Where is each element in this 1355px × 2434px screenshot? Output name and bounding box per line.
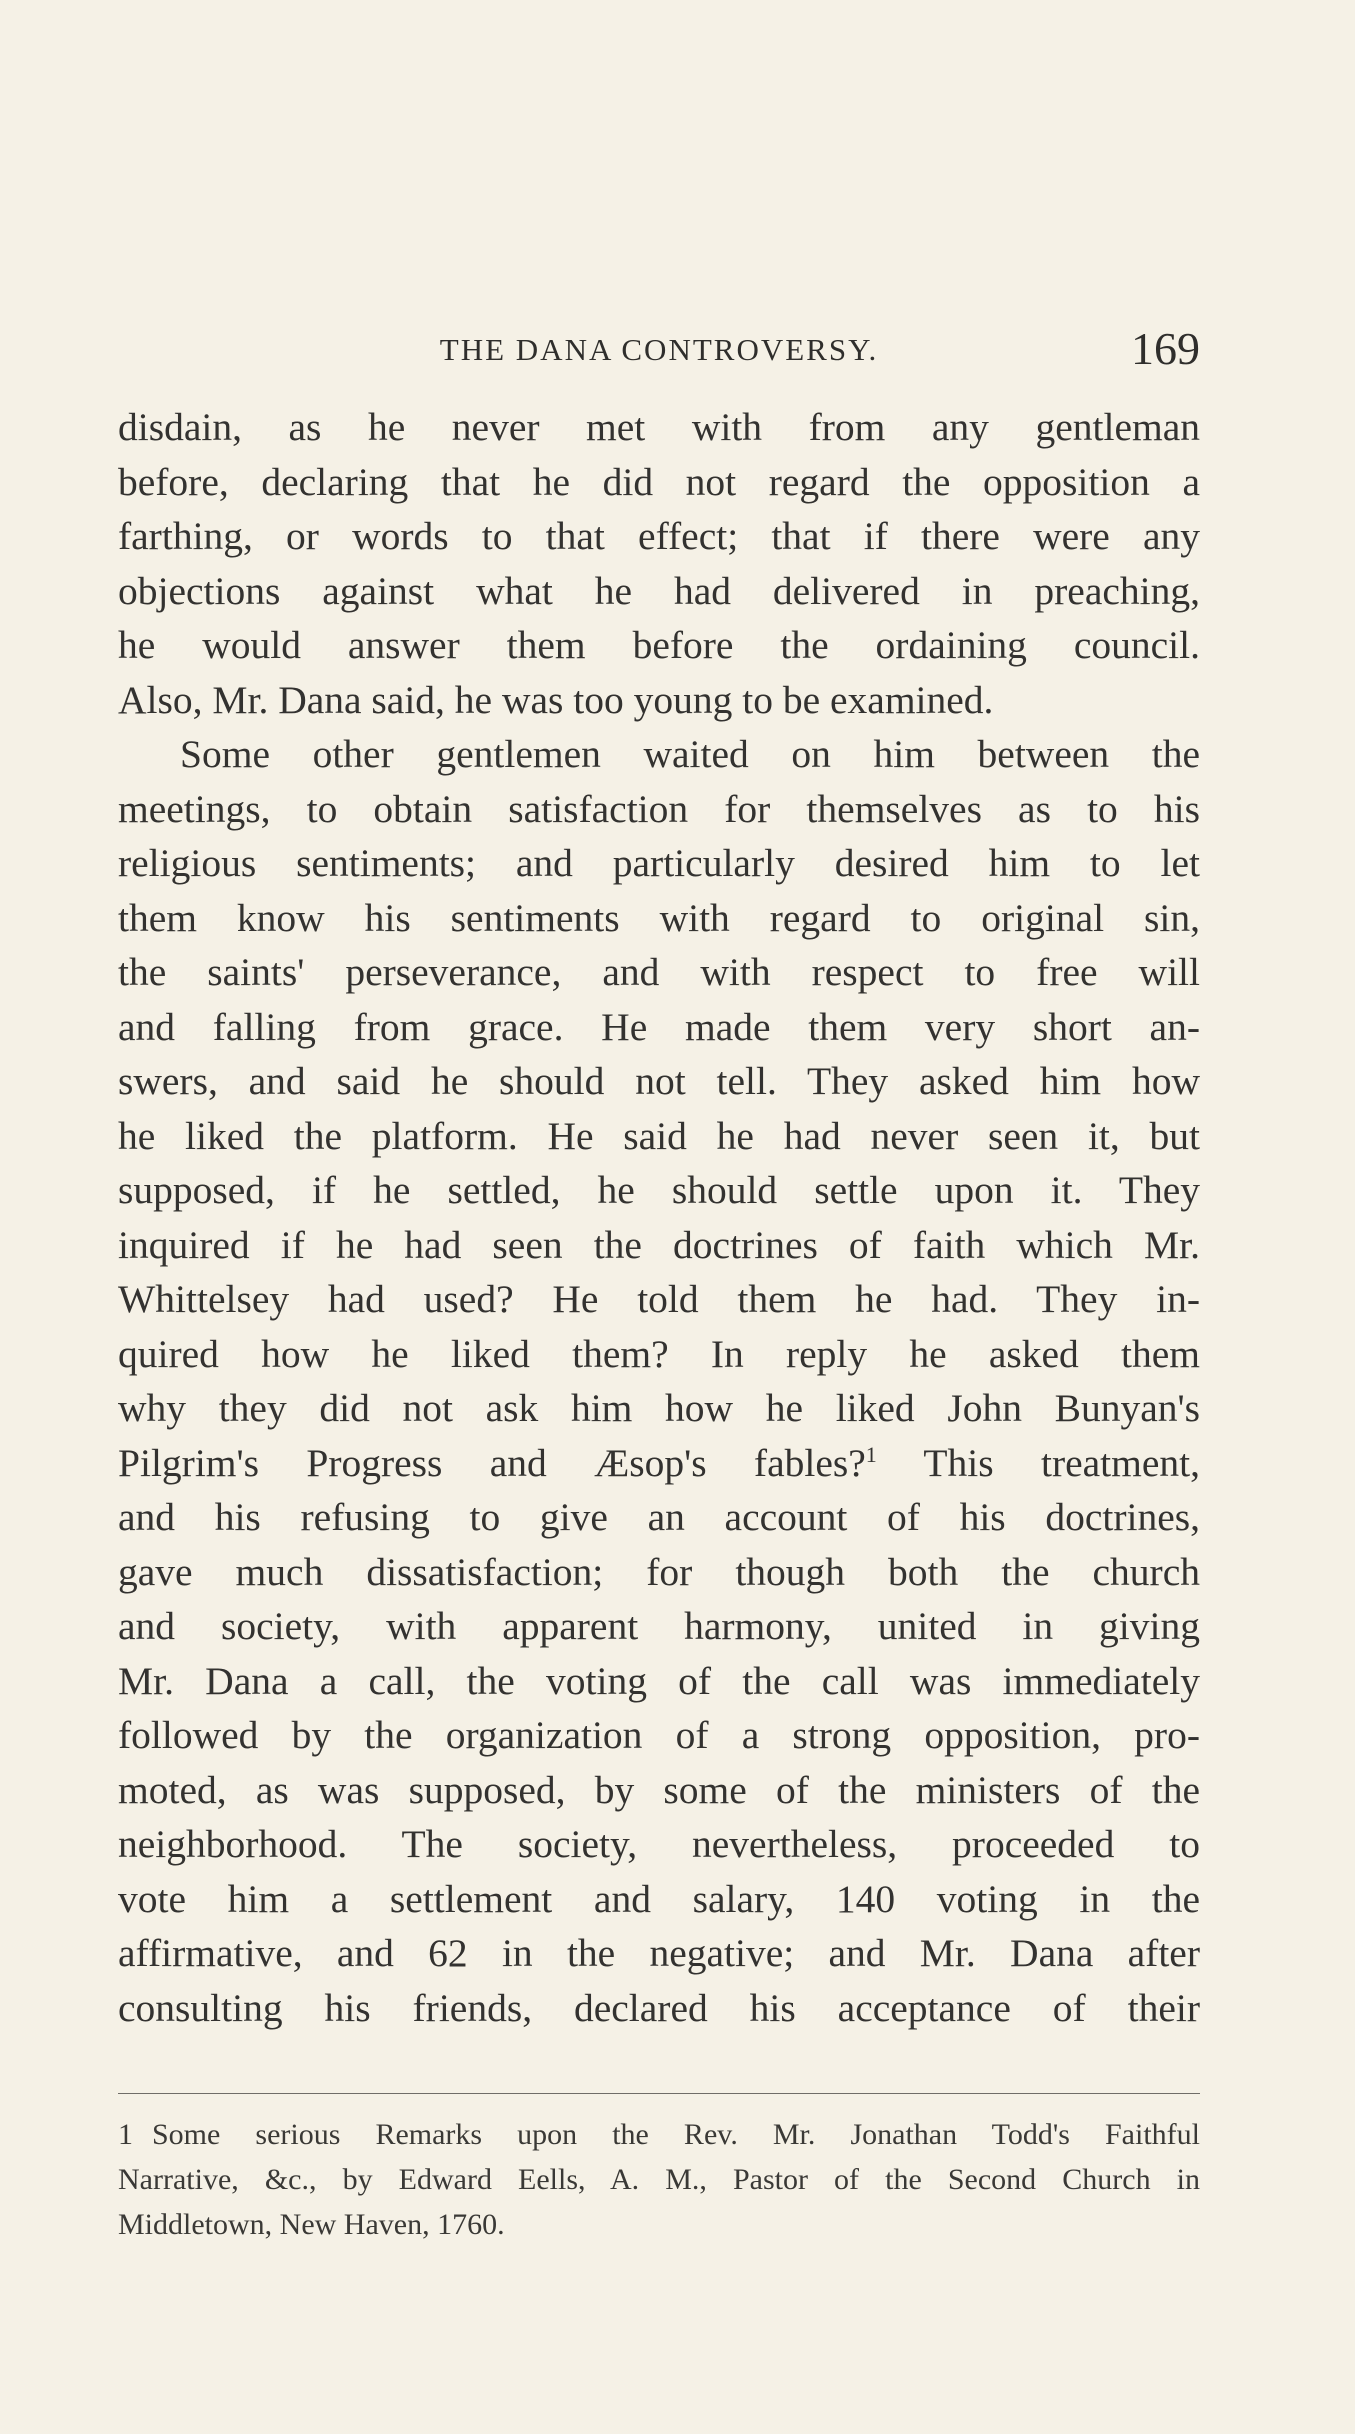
text-line: Mr. Dana a call, the voting of the call was immediately <box>118 1658 1200 1703</box>
text-line: vote him a settlement and salary, 140 voting in the <box>118 1876 1200 1921</box>
text-line: objections against what he had delivered in preaching, <box>118 568 1200 613</box>
text-line: affirmative, and 62 in the negative; and Mr. Dana after <box>118 1931 1200 1975</box>
text-line: supposed, if he settled, he should settle upon it. They <box>118 1168 1200 1212</box>
text-line: quired how he liked them? In reply he asked them <box>118 1331 1200 1376</box>
footnote <box>118 2112 1200 2247</box>
text-line: religious sentiments; and particularly desired him to let <box>118 841 1200 885</box>
text-line: farthing, or words to that effect; that if there were any <box>118 514 1200 558</box>
text-line: moted, as was supposed, by some of the ministers of the <box>118 1767 1200 1812</box>
footnote-divider <box>118 2093 1200 2094</box>
text-line: and society, with apparent harmony, united in giving <box>118 1604 1200 1648</box>
text-line: meetings, to obtain satisfaction for themselves as to his <box>118 786 1200 831</box>
footnote-reference: 1 <box>865 1441 877 1467</box>
text-line: inquired if he had seen the doctrines of faith which Mr. <box>118 1222 1200 1267</box>
footnote-line: Middletown, New Haven, 1760. <box>118 2208 505 2241</box>
footnote-number: 1 <box>118 2118 133 2151</box>
text-line: gave much dissatisfaction; for though both the church <box>118 1549 1200 1594</box>
page-number: 169 <box>1131 323 1200 374</box>
footnote-text: Some serious Remarks upon the Rev. Mr. Jonathan Todd's Faithful <box>152 2118 1200 2151</box>
text-line: he would answer them before the ordaining council. <box>118 623 1200 667</box>
text-line: Also, Mr. Dana said, he was too young to be examined. <box>118 677 994 722</box>
running-title: THE DANA CONTROVERSY. <box>439 332 879 367</box>
text-line: he liked the platform. He said he had never seen it, but <box>118 1113 1200 1158</box>
text-line: followed by the organization of a strong opposition, pro- <box>118 1713 1200 1757</box>
text-line: the saints' perseverance, and with respect to free will <box>118 950 1200 994</box>
text-line: disdain, as he never met with from any gentleman <box>118 405 1200 449</box>
text-line: and his refusing to give an account of his doctrines, <box>118 1495 1200 1539</box>
text-line: swers, and said he should not tell. They asked him how <box>118 1059 1200 1103</box>
text-line: and falling from grace. He made them very short an- <box>118 1004 1200 1049</box>
text-line: neighborhood. The society, nevertheless, proceeded to <box>118 1822 1200 1866</box>
text-line: Whittelsey had used? He told them he had. They in- <box>118 1277 1200 1321</box>
running-head <box>118 322 1200 382</box>
body-text <box>118 400 1200 2035</box>
text-line: consulting his friends, declared his acceptance of their <box>118 1985 1200 2030</box>
footnote-line <box>118 2112 1200 2157</box>
text-line: Some other gentlemen waited on him between the <box>180 732 1200 776</box>
text-fragment: Pilgrim's Progress and Æsop's fables? <box>118 1440 866 1485</box>
text-line: them know his sentiments with regard to original sin, <box>118 895 1200 940</box>
text-fragment: This treatment, <box>923 1440 1200 1485</box>
text-line: before, declaring that he did not regard the opposition a <box>118 459 1200 504</box>
text-line: why they did not ask him how he liked John Bunyan's <box>118 1386 1200 1430</box>
footnote-line: Narrative, &c., by Edward Eells, A. M., Pastor of the Second Church in <box>118 2163 1200 2196</box>
text-line-with-footnote <box>118 1436 1200 1491</box>
